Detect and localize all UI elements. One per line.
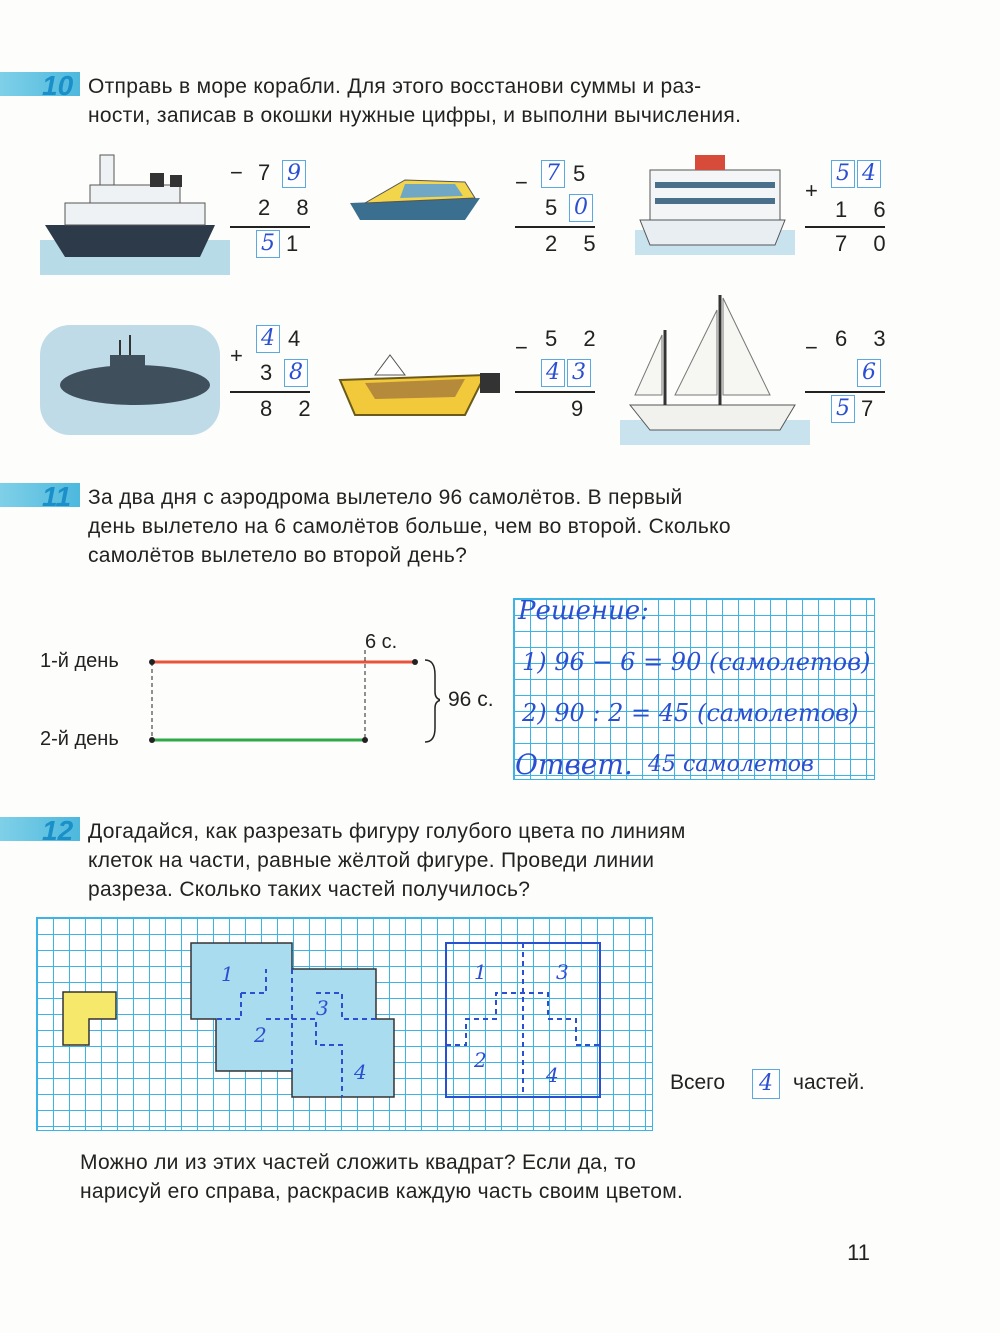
submarine-illustration [40,325,220,435]
answer-box[interactable]: 8 [284,359,308,387]
operator: − [805,335,828,360]
part-label: 4 [354,1060,367,1084]
square-cut-lines [446,943,600,1097]
square-label: 1 [474,960,487,984]
text-line: клеток на части, равные жёлтой фигуре. Проведи линии [88,849,655,872]
operator: − [230,160,253,185]
digit: 7 0 [835,231,896,256]
digit: 5 2 [545,326,606,351]
digit: 2 5 [545,231,606,256]
answer-box[interactable]: 5 [831,395,855,423]
square-label: 3 [556,960,569,984]
sum-line [230,391,310,393]
digit: 1 6 [835,197,896,222]
solution-step-1: 1) 96 − 6 = 90 (самолетов) [522,648,871,676]
digit: 2 8 [258,195,319,220]
part-label: 2 [254,1023,267,1047]
square-label: 4 [546,1063,559,1087]
text-line: Догадайся, как разрезать фигуру голубого цвета по линиям [88,820,686,843]
answer-value: 45 самолетов [648,752,814,777]
total-label: 96 с. [448,688,494,711]
answer-box[interactable]: 4 [256,325,280,353]
digit: 9 [571,396,594,421]
answer-box[interactable]: 9 [282,160,306,188]
solution-title: Решение: [518,596,649,626]
operator: + [230,343,253,368]
ship-illustration [40,145,230,275]
figures-drawing [36,917,651,1129]
text-line: ности, записав в окошки нужные цифры, и выполни вычисления. [88,104,742,127]
text-line: день вылетело на 6 самолётов больше, чем во второй. Сколько [88,515,731,538]
sum-line [515,226,595,228]
answer-label: Ответ. [515,748,633,781]
day2-label: 2-й день [40,728,119,750]
total-answer-box[interactable]: 4 [752,1069,780,1099]
text-line: нарисуй его справа, раскрасив каждую часть своим цветом. [80,1180,684,1203]
digit: 3 [260,360,283,385]
answer-box[interactable]: 4 [541,359,565,387]
answer-box[interactable]: 4 [857,160,881,188]
task12-text [88,817,880,904]
answer-box[interactable]: 0 [569,194,593,222]
cruise-ship-illustration [635,150,795,255]
brace [425,660,440,742]
digit: 1 [286,231,309,256]
task10-text [88,72,880,130]
text-line: Можно ли из этих частей сложить квадрат? Если да, то [80,1151,637,1174]
sailboat-illustration [620,290,810,445]
sum-line [515,391,595,393]
solution-step-2: 2) 90 : 2 = 45 (самолетов) [522,699,859,727]
sum-line [805,391,885,393]
digit: 7 [861,396,884,421]
sum-line [230,226,310,228]
operator: − [515,335,538,360]
answer-box[interactable]: 3 [567,359,591,387]
digit: 7 [258,160,281,185]
text-line: разреза. Сколько таких частей получилось? [88,878,531,901]
task12-question [80,1148,875,1206]
speedboat-illustration [345,168,485,228]
motorboat-illustration [335,345,510,420]
digit: 8 2 [260,396,321,421]
task-number: 12 [42,815,74,846]
total-prefix: Всего [670,1071,726,1094]
digit: 6 3 [835,326,896,351]
answer-box[interactable]: 7 [541,160,565,188]
task-number: 10 [42,70,74,101]
digit: 5 [545,195,568,220]
segment-diagram [140,650,440,750]
answer-box[interactable]: 5 [831,160,855,188]
operator: + [805,178,828,203]
yellow-figure [63,992,116,1045]
part-label: 1 [221,962,234,986]
task-number: 11 [42,481,72,512]
text-line: Отправь в море корабли. Для этого восстанови суммы и раз- [88,75,702,98]
digit: 4 [288,326,311,351]
task11-text [88,483,880,570]
operator: − [515,170,538,195]
digit: 5 [573,161,596,186]
square-label: 2 [474,1048,487,1072]
day1-label: 1-й день [40,650,119,672]
answer-box[interactable]: 5 [256,230,280,258]
part-label: 3 [316,996,329,1020]
text-line: За два дня с аэродрома вылетело 96 самолётов. В первый [88,486,683,509]
sum-line [805,226,885,228]
total-suffix: частей. [793,1071,865,1094]
answer-box[interactable]: 6 [857,359,881,387]
text-line: самолётов вылетело во второй день? [88,544,468,567]
extra-label: 6 с. [365,631,398,653]
page-number: 11 [847,1240,870,1265]
